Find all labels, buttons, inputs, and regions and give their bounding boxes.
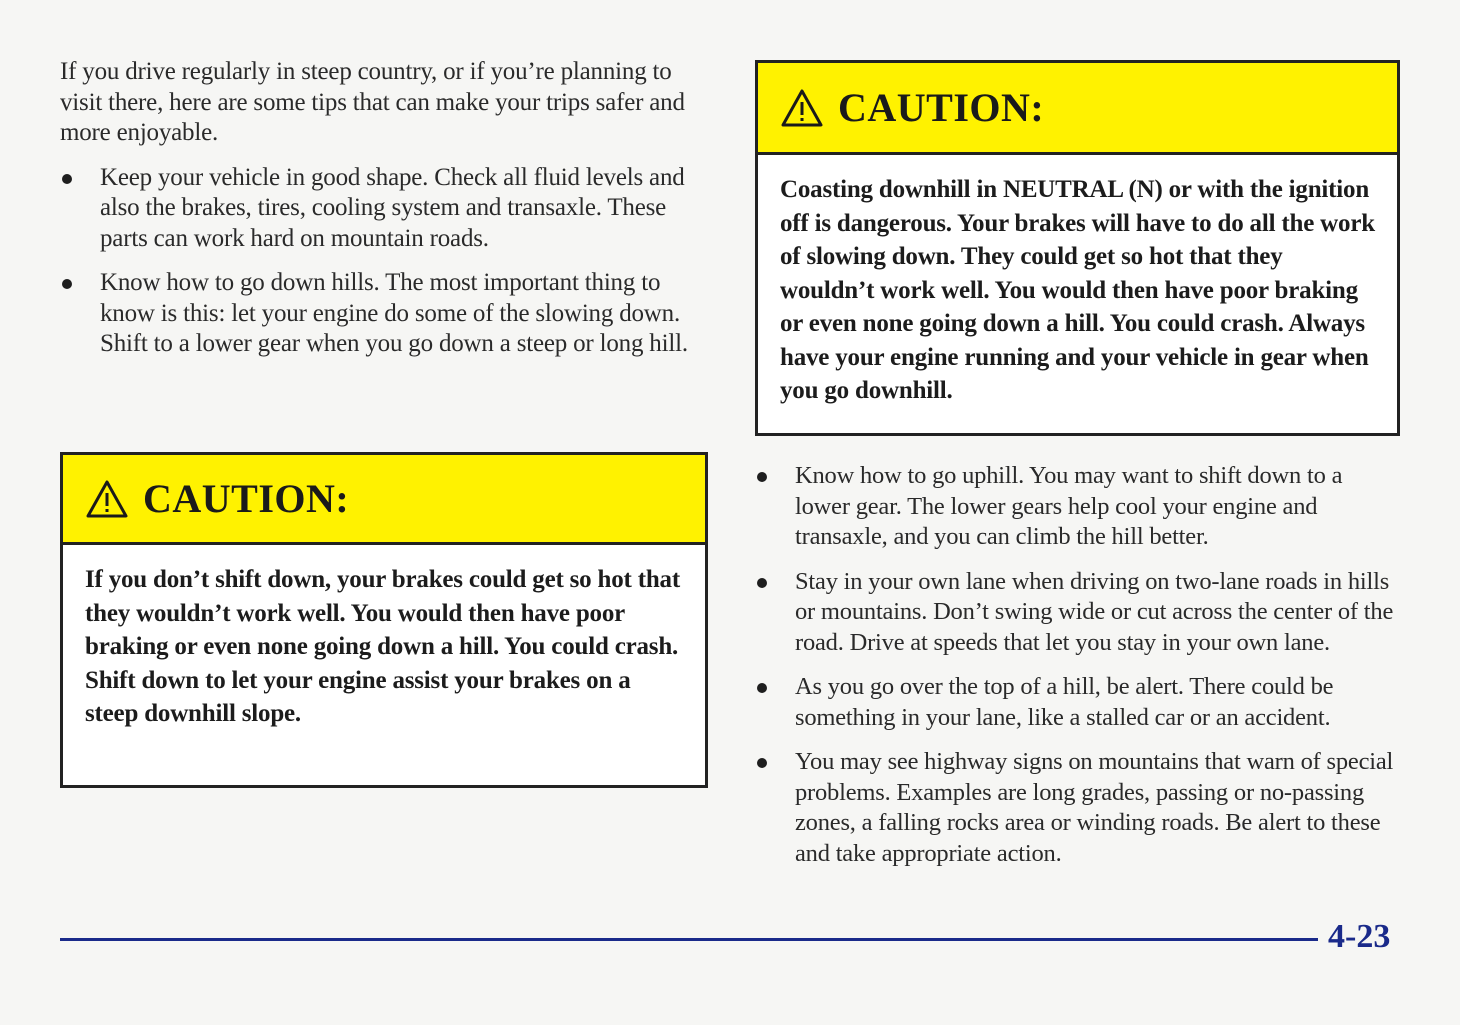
list-item — [755, 672, 1400, 733]
page-number: 4-23 — [1328, 918, 1391, 955]
warning-triangle-icon — [85, 479, 129, 519]
list-item-text: Know how to go uphill. You may want to shift down to a lower gear. The lower gears help cool your engine and transaxle, and you can climb the hill better. — [795, 462, 1343, 550]
bullet-dot — [757, 472, 767, 482]
footer-rule — [60, 938, 1318, 941]
list-item — [60, 163, 710, 255]
caution-body: Coasting downhill in NEUTRAL (N) or with the ignition off is dangerous. Your brakes will have to do all the work of slowing down. They could get so hot that they wouldn’t work well. You would then have poor braking or even none going down a hill. You could crash. Always have your engine running and your vehicle in gear when you go downhill. — [780, 176, 1375, 404]
intro-paragraph: If you drive regularly in steep country, or if you’re planning to visit there, here are some tips that can make your trips safer and more enjoyable. — [60, 58, 685, 146]
caution-header — [63, 455, 705, 545]
list-item-text: Know how to go down hills. The most important thing to know is this: let your engine do some of the slowing down. Shift to a lower gear when you go down a steep or long hill. — [100, 269, 688, 357]
list-item-text: As you go over the top of a hill, be alert. There could be something in your lane, like a stalled car or an accident. — [795, 673, 1334, 731]
list-item — [755, 461, 1400, 553]
bullet-dot — [757, 578, 767, 588]
right-column — [755, 461, 1400, 883]
list-item — [60, 268, 710, 360]
bullet-dot — [62, 174, 72, 184]
caution-title: CAUTION: — [838, 85, 1045, 130]
left-bullet-list — [60, 163, 710, 360]
bullet-dot — [62, 279, 72, 289]
left-column — [60, 57, 710, 374]
bullet-dot — [757, 758, 767, 768]
list-item-text: Stay in your own lane when driving on two-lane roads in hills or mountains. Don’t swing wide or cut across the center of the road. Drive at speeds that let you stay in your own lane. — [795, 567, 1394, 656]
caution-box-right — [755, 60, 1400, 436]
caution-title: CAUTION: — [143, 476, 350, 521]
list-item — [755, 747, 1400, 869]
list-item-text: Keep your vehicle in good shape. Check all fluid levels and also the brakes, tires, cooling system and transaxle. These parts can work hard on mountain roads. — [100, 163, 685, 252]
caution-body: If you don’t shift down, your brakes could get so hot that they wouldn’t work well. You would then have poor braking or even none going down a hill. You could crash. Shift down to let your engine assist your brakes on a steep downhill slope. — [85, 566, 680, 727]
bullet-dot — [757, 683, 767, 693]
warning-triangle-icon — [780, 88, 824, 128]
right-bullet-list — [755, 461, 1400, 869]
list-item-text: You may see highway signs on mountains that warn of special problems. Examples are long grades, passing or no-passing zones, a falling rocks area or winding roads. Be alert to these and take appropriate action. — [795, 748, 1394, 867]
list-item — [755, 567, 1400, 659]
caution-header — [758, 63, 1397, 155]
caution-box-left — [60, 452, 708, 788]
